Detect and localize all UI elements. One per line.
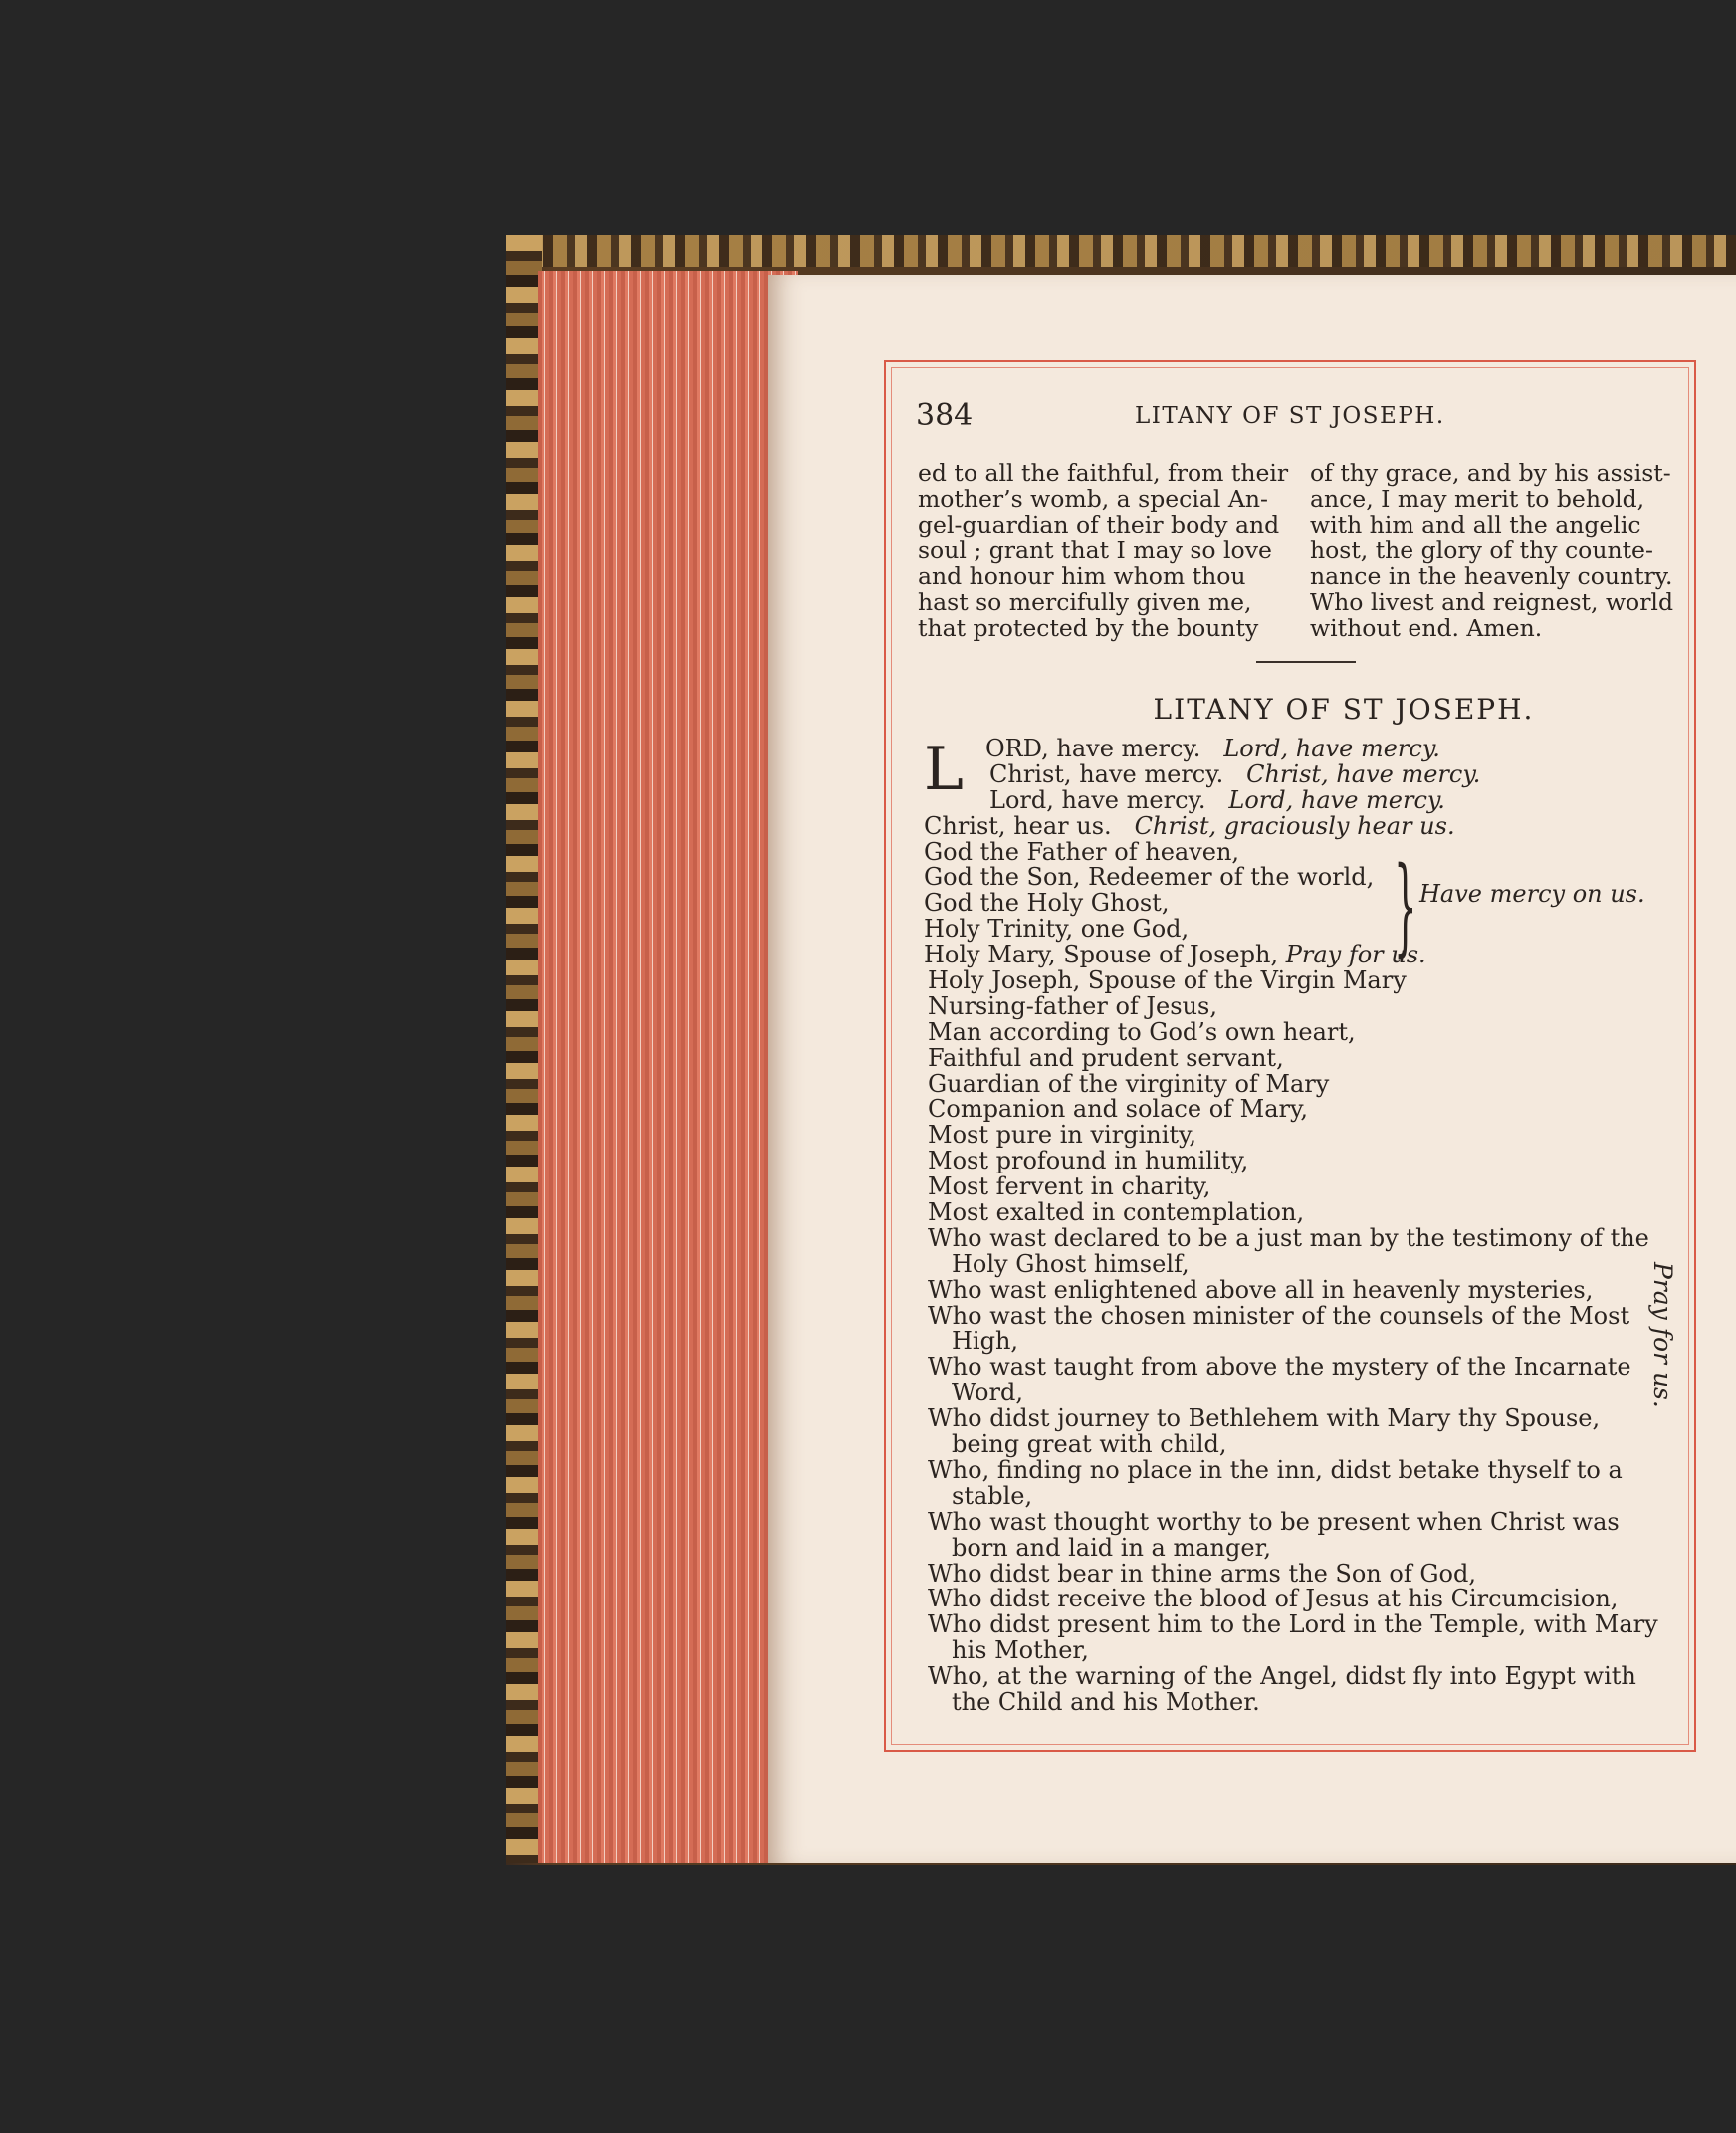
invocation-line: born and laid in a manger, <box>952 1533 1272 1562</box>
invocation-line: Man according to God’s own heart, <box>928 1017 1356 1046</box>
gilt-border-top <box>510 235 1736 267</box>
prayer-line: soul ; grant that I may so love <box>918 536 1272 564</box>
prayer-line: mother’s womb, a special An- <box>918 485 1268 513</box>
prayer-line: and honour him whom thou <box>918 562 1246 590</box>
section-rule <box>1256 661 1356 663</box>
page-number: 384 <box>916 398 974 433</box>
running-title: LITANY OF ST JOSEPH. <box>1135 403 1445 429</box>
opening-line-1: ORD, have mercy. Lord, have mercy. <box>985 735 1440 762</box>
invocation-line: Who didst receive the blood of Jesus at his Circumcision, <box>928 1585 1619 1613</box>
invocation-line: Companion and solace of Mary, <box>928 1095 1309 1124</box>
invocation-line: High, <box>952 1327 1019 1356</box>
invocation-line: Who, at the warning of the Angel, didst fly into Egypt with <box>928 1662 1636 1691</box>
prayer-line: without end. Amen. <box>1310 614 1543 642</box>
trinity-line-2: God the Son, Redeemer of the world, <box>924 863 1375 892</box>
page-edges <box>538 271 798 1863</box>
invocation-line: Holy Joseph, Spouse of the Virgin Mary <box>928 966 1407 995</box>
prayer-line: hast so mercifully given me, <box>918 588 1252 616</box>
invocation-line: being great with child, <box>952 1430 1227 1459</box>
invocation-line: Who didst bear in thine arms the Son of God, <box>928 1559 1476 1588</box>
side-response: Pray for us. <box>1648 1262 1677 1408</box>
invocation-line: Word, <box>952 1379 1023 1407</box>
invocation-line: Who didst journey to Bethlehem with Mary thy Spouse, <box>928 1404 1601 1433</box>
invocation-line: Faithful and prudent servant, <box>928 1043 1284 1072</box>
litany-heading: LITANY OF ST JOSEPH. <box>1153 693 1535 726</box>
invocation-list <box>924 968 1658 1716</box>
prayer-line: that protected by the bounty <box>918 614 1259 642</box>
invocation-line: stable, <box>952 1481 1033 1510</box>
invocation-line: Nursing-father of Jesus, <box>928 991 1217 1020</box>
trinity-response: Have mercy on us. <box>1419 880 1645 908</box>
prayer-line: with him and all the angelic <box>1310 511 1641 538</box>
invocation-line: Who wast thought worthy to be present when Christ was <box>928 1507 1620 1536</box>
invocation-line: Who wast taught from above the mystery of the Incarnate <box>928 1353 1631 1382</box>
invocation-line: Most pure in virginity, <box>928 1121 1197 1150</box>
invocation-line: Who, finding no place in the inn, didst betake thyself to a <box>928 1455 1623 1484</box>
holy-mary-line: Holy Mary, Spouse of Joseph, Pray for us. <box>924 941 1426 969</box>
prayer-line: nance in the heavenly country. <box>1310 562 1673 590</box>
invocation-line: Who wast enlightened above all in heavenly mysteries, <box>928 1275 1594 1304</box>
invocation-line: Who wast the chosen minister of the counsels of the Most <box>928 1301 1630 1330</box>
gilt-border-spine <box>506 235 542 1863</box>
invocation-line: Who didst present him to the Lord in the Temple, with Mary <box>928 1610 1658 1639</box>
opening-line-4: Christ, hear us. Christ, graciously hear us. <box>924 811 1455 840</box>
prayer-line: Who livest and reignest, world <box>1310 588 1673 616</box>
invocation-line: Most profound in humility, <box>928 1147 1249 1175</box>
trinity-line-1: God the Father of heaven, <box>924 837 1240 866</box>
invocation-line: Most fervent in charity, <box>928 1173 1211 1201</box>
prayer-line: host, the glory of thy counte- <box>1310 536 1653 564</box>
trinity-line-4: Holy Trinity, one God, <box>924 915 1190 944</box>
invocation-line: Who wast declared to be a just man by the testimony of the <box>928 1223 1649 1252</box>
invocation-line: his Mother, <box>952 1636 1089 1665</box>
invocation-line: Guardian of the virginity of Mary <box>928 1069 1330 1098</box>
opening-line-2: Christ, have mercy. Christ, have mercy. <box>989 759 1481 788</box>
drop-cap: L <box>924 735 964 804</box>
invocation-line: Most exalted in contemplation, <box>928 1198 1305 1227</box>
invocation-line: Holy Ghost himself, <box>952 1249 1190 1278</box>
prayer-line: ance, I may merit to behold, <box>1310 485 1645 513</box>
prayer-line: ed to all the faithful, from their <box>918 459 1289 487</box>
prayer-line: of thy grace, and by his assist- <box>1310 459 1671 487</box>
opening-line-3: Lord, have mercy. Lord, have mercy. <box>989 785 1445 814</box>
prayer-left-column <box>918 460 1288 641</box>
prayer-line: gel-guardian of their body and <box>918 511 1280 538</box>
prayer-right-column <box>1310 460 1673 641</box>
invocation-line: the Child and his Mother. <box>952 1687 1260 1716</box>
trinity-line-3: God the Holy Ghost, <box>924 889 1170 918</box>
curly-brace: } <box>1394 844 1417 966</box>
